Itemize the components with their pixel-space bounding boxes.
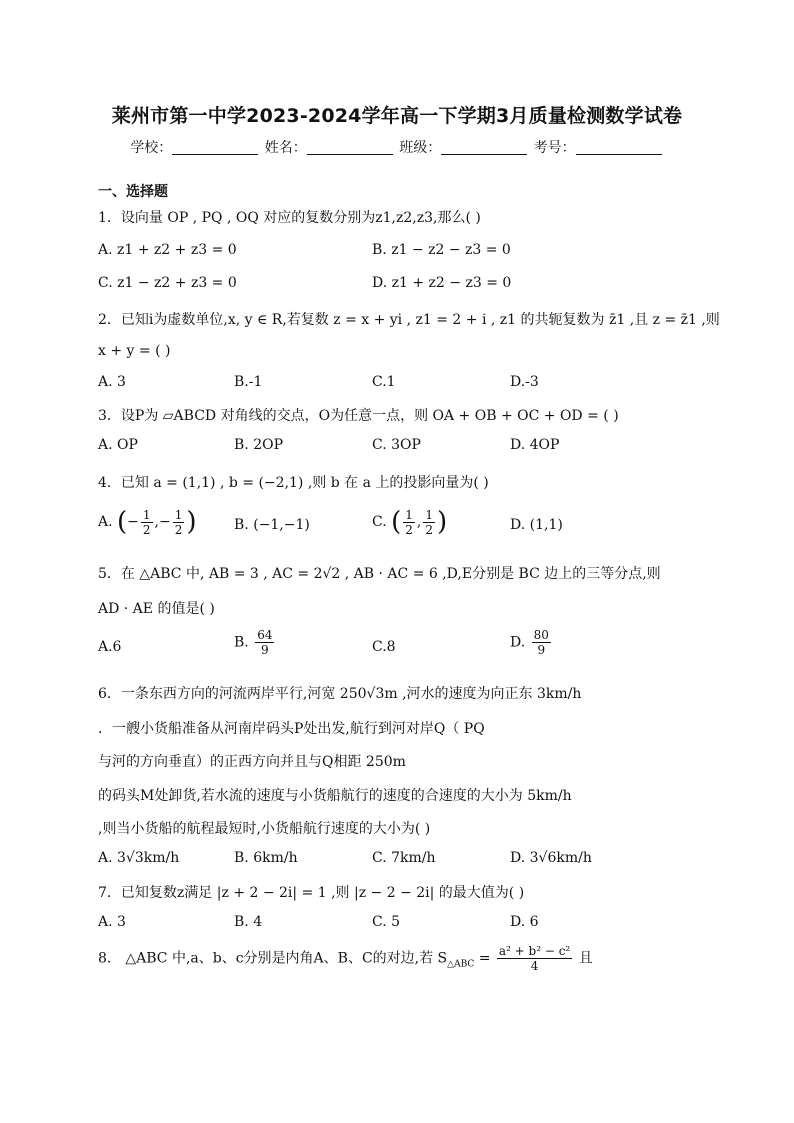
- q1-option-c: C. z1 − z2 + z3 = 0: [98, 275, 237, 291]
- q6-option-b: B. 6km/h: [234, 850, 298, 866]
- q1-option-a: A. z1 + z2 + z3 = 0: [98, 242, 237, 258]
- q4-stem: 4．已知 a = (1,1) , b = (−2,1) ,则 b 在 a 上的投影向量为( ): [98, 475, 489, 491]
- q8-area-fraction: $\frac{\text{a² + b² − c²}}{4}$: [498, 944, 571, 973]
- exam-number-label: 考号：: [533, 140, 576, 156]
- q7-option-b: B. 4: [234, 914, 263, 930]
- q4-a-neg2: −: [159, 514, 171, 530]
- q6-line1: 6．一条东西方向的河流两岸平行,河宽 250√3m ,河水的速度为向正东 3km/h: [98, 686, 582, 702]
- q6-option-d: D. 3√6km/h: [510, 850, 592, 866]
- q4-option-a: A. (− $\frac{1}{2}$ ,− $\frac{1}{2}$ ): [98, 507, 197, 537]
- q5-option-d: D. $\frac{80}{9}$: [510, 628, 549, 657]
- q5-option-b: B. $\frac{64}{9}$: [234, 628, 273, 657]
- exam-title: 莱州市第一中学2023-2024学年高一下学期3月质量检测数学试卷: [111, 105, 683, 127]
- q4-a-neg1: −: [127, 514, 139, 530]
- q8-stem: 8． △ABC 中,a、b、c分别是内角A、B、C的对边,若 $S_{\triangle ABC}$ = $\frac{\text{a² + b² − c²}}{4}$ 且: [98, 944, 593, 973]
- q5-d-frac: $\frac{80}{9}$: [533, 628, 549, 657]
- class-label: 班级：: [399, 140, 442, 156]
- q3-option-c: C. 3OP: [372, 437, 421, 453]
- student-info-fields: [0, 137, 794, 157]
- q7-option-c: C. 5: [372, 914, 401, 930]
- q5-option-a: A.6: [98, 639, 122, 655]
- q4-option-d: D. (1,1): [510, 517, 563, 533]
- q4-a-frac1: $\frac{1}{2}$: [142, 507, 151, 537]
- q4-c-frac2: $\frac{1}{2}$: [425, 507, 434, 537]
- q6-line3: 与河的方向垂直）的正西方向并且与Q相距 250m: [98, 754, 406, 770]
- q7-option-a: A. 3: [98, 914, 126, 930]
- q3-option-d: D. 4OP: [510, 437, 560, 453]
- exam-number-blank: [576, 140, 662, 155]
- q1-stem: 1．设向量 OP , PQ , OQ 对应的复数分别为z1,z2,z3,那么( ): [98, 210, 481, 226]
- q6-option-a: A. 3√3km/h: [98, 850, 180, 866]
- q7-option-d: D. 6: [510, 914, 539, 930]
- school-blank: [172, 140, 258, 155]
- q5-stem-line2: AD · AE 的值是( ): [98, 601, 215, 617]
- q1-option-b: B. z1 − z2 − z3 = 0: [372, 242, 511, 258]
- q6-option-c: C. 7km/h: [372, 850, 436, 866]
- q2-option-a: A. 3: [98, 374, 126, 390]
- q6-line4: 的码头M处卸货,若水流的速度与小货船航行的速度的合速度的大小为 5km/h: [98, 788, 572, 804]
- q3-option-b: B. 2OP: [234, 437, 283, 453]
- q1-option-d: D. z1 + z2 − z3 = 0: [372, 275, 512, 291]
- class-blank: [441, 140, 527, 155]
- q4-option-c: C. ( $\frac{1}{2}$ , $\frac{1}{2}$ ): [372, 507, 448, 537]
- q2-option-c: C.1: [372, 374, 396, 390]
- q2-option-d: D.-3: [510, 374, 539, 390]
- q3-option-a: A. OP: [98, 437, 138, 453]
- q4-c-frac1: $\frac{1}{2}$: [405, 507, 413, 537]
- q4-option-b: B. (−1,−1): [234, 517, 310, 533]
- name-label: 姓名：: [264, 140, 307, 156]
- q7-stem: 7．已知复数z满足 |z + 2 − 2i| = 1 ,则 |z − 2 − 2i| 的最大值为( ): [98, 885, 525, 901]
- q4-c-label: C.: [372, 514, 387, 530]
- q5-option-c: C.8: [372, 639, 396, 655]
- section-heading: 一、选择题: [98, 184, 168, 200]
- q4-a-frac2: $\frac{1}{2}$: [174, 507, 183, 537]
- q2-option-b: B.-1: [234, 374, 263, 390]
- q6-line2: ．一艘小货船准备从河南岸码头P处出发,航行到河对岸Q（ PQ: [98, 721, 485, 737]
- q3-stem: 3．设P为 ▱ABCD 对角线的交点，O为任意一点，则 OA + OB + OC + OD = ( ): [98, 408, 619, 424]
- school-label: 学校：: [130, 140, 173, 156]
- q2-stem-line1: 2．已知i为虚数单位,x, y ∈ R,若复数 z = x + yi , z1 = 2 + i , z1 的共轭复数为 z̄1 ,且 z = z̄1 ,则: [98, 312, 720, 328]
- q8-stem-text: 8． △ABC 中,a、b、c分别是内角A、B、C的对边,若 S: [98, 950, 448, 967]
- q2-stem-line2: x + y = ( ): [98, 343, 171, 359]
- q5-stem-line1: 5．在 △ABC 中, AB = 3 , AC = 2√2 , AB · AC = 6 ,D,E分别是 BC 边上的三等分点,则: [98, 566, 661, 582]
- q8-area-subscript: △ABC: [447, 959, 475, 970]
- q6-line5: ,则当小货船的航程最短时,小货船航行速度的大小为( ): [98, 821, 431, 837]
- q4-a-label: A.: [98, 514, 113, 530]
- q5-b-frac: $\frac{64}{9}$: [257, 628, 273, 657]
- name-blank: [307, 140, 393, 155]
